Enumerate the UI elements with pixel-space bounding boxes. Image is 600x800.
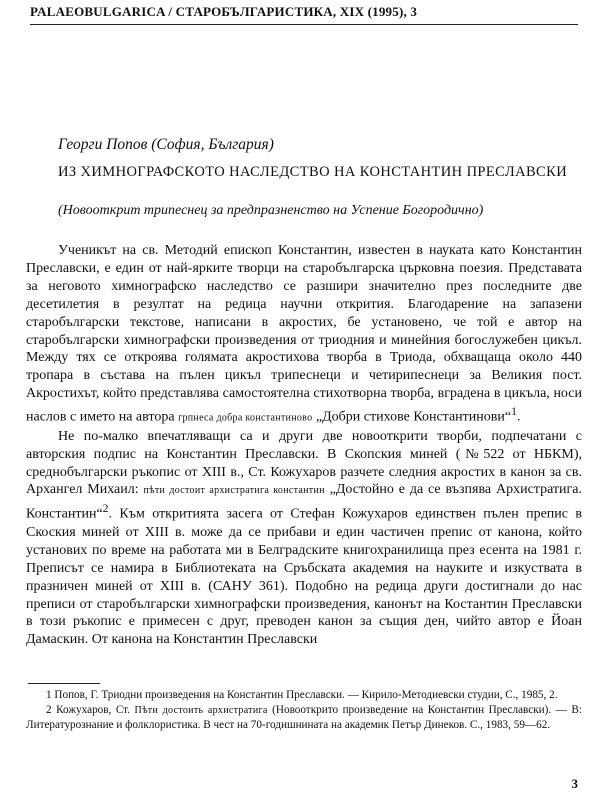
running-head: PALAEOBULGARICA / СТАРОБЪЛГАРИСТИКА, XIX (1995), 3 xyxy=(30,4,418,19)
header-rule xyxy=(30,24,578,25)
page-number: 3 xyxy=(571,776,578,791)
article-subtitle: (Новооткрит трипеснец за предпразненство на Успение Богородично) xyxy=(58,203,484,218)
body-paragraph-2 xyxy=(26,428,582,650)
paragraph-2-continuation: . Към откритията засега от Стефан Кожухаров единствен пълен препис в Скоския миней от XIII в. може да се прибави и един частичен препис от канона, който установих по време на работата ми в Белградските книгохранилища през есента на 1981 г. Преписът се намира в Библиотеката на Сръбската академия на науките и изкуствата в празничен миней от XIII в. (САНУ 361). Подобно на редица други достигнали до нас преписи от старобългарски химнографски произведения, канонът на Костантин Преславски в този ръкопис е примесен с друг, преводен канон за същия ден, чийто автор е Йоан Дамаскин. От канона на Константин Преславски xyxy=(26,507,582,648)
paragraph-2-text: Не по-малко впечатляващи са и други две новооткрити творби, подпечатани с авторския подпис на Константин Преславски. В Скопския миней (№522 от НБКМ), среднобългарски ръкопис от XIII в., Ст. Кожухаров разчете следния акростих в канон за св. Архангел Михаил: xyxy=(26,428,582,498)
footnotes xyxy=(26,688,582,733)
footnote-2 xyxy=(26,703,582,733)
paragraph-1-quote: „Добри стихове Константинови“ xyxy=(312,409,512,425)
footnote-2-author: 2 Кожухаров, Ст. xyxy=(46,704,135,716)
footnote-ref-2[interactable]: 2 xyxy=(102,502,109,516)
paragraph-1-text: Ученикът на св. Методий епископ Константин, известен в науката като Константин Преславски, е един от най-ярките творци на старобългарска църковна поезия. Представата за неговото химнографско наследство се разшири значително през последните две десетилетия в резултат на редица научни открития. Благодарение на запазени старобългарски текстове, написани в акростих, бе установено, че той е автор на старобългарски химнографски произведения от триодния и минейния богослужебен цикъл. Между тях се откроява голямата акростихова творба в Триода, обхващаща около 440 тропара в състава на пълен цикъл трипеснеци и четирипеснеци за Великия пост. Акростихът, който представлява самостоятелна стихотворна творба, вградена в цикъла, носи наслов с името на автора xyxy=(26,243,582,425)
footnote-2-old-title: Пѣти достоить архистратига xyxy=(134,705,268,716)
footnote-ref-1[interactable]: 1 xyxy=(511,405,517,419)
article-author: Георги Попов (София, България) xyxy=(58,136,274,153)
article-body xyxy=(26,242,582,649)
footnote-2-rest: (Новооткрито произведение на Константин Преславски). — В: Литературознание и фолклористика. В чест на 70-годишнината на академик Петър Динеков. С., 1983, 59—62. xyxy=(26,704,582,731)
old-bulgarian-acrostic-2: пѣти достоит архистратига константин xyxy=(143,485,325,497)
body-paragraph-1 xyxy=(26,242,582,428)
old-bulgarian-acrostic-1: грпнеса добра константиново xyxy=(178,412,313,424)
paragraph-1-end: . xyxy=(516,409,521,425)
article-title: ИЗ ХИМНОГРАФСКОТО НАСЛЕДСТВО НА КОНСТАНТИН ПРЕСЛАВСКИ xyxy=(58,164,568,180)
footnote-rule xyxy=(28,683,100,684)
footnote-1: 1 Попов, Г. Триодни произведения на Константин Преславски. — Кирило-Методиевски студии, С., 1985, 2. xyxy=(46,689,558,701)
paragraph-2-quote: „Достойно е да се възпява Архистратига. Константин“ xyxy=(26,482,582,522)
